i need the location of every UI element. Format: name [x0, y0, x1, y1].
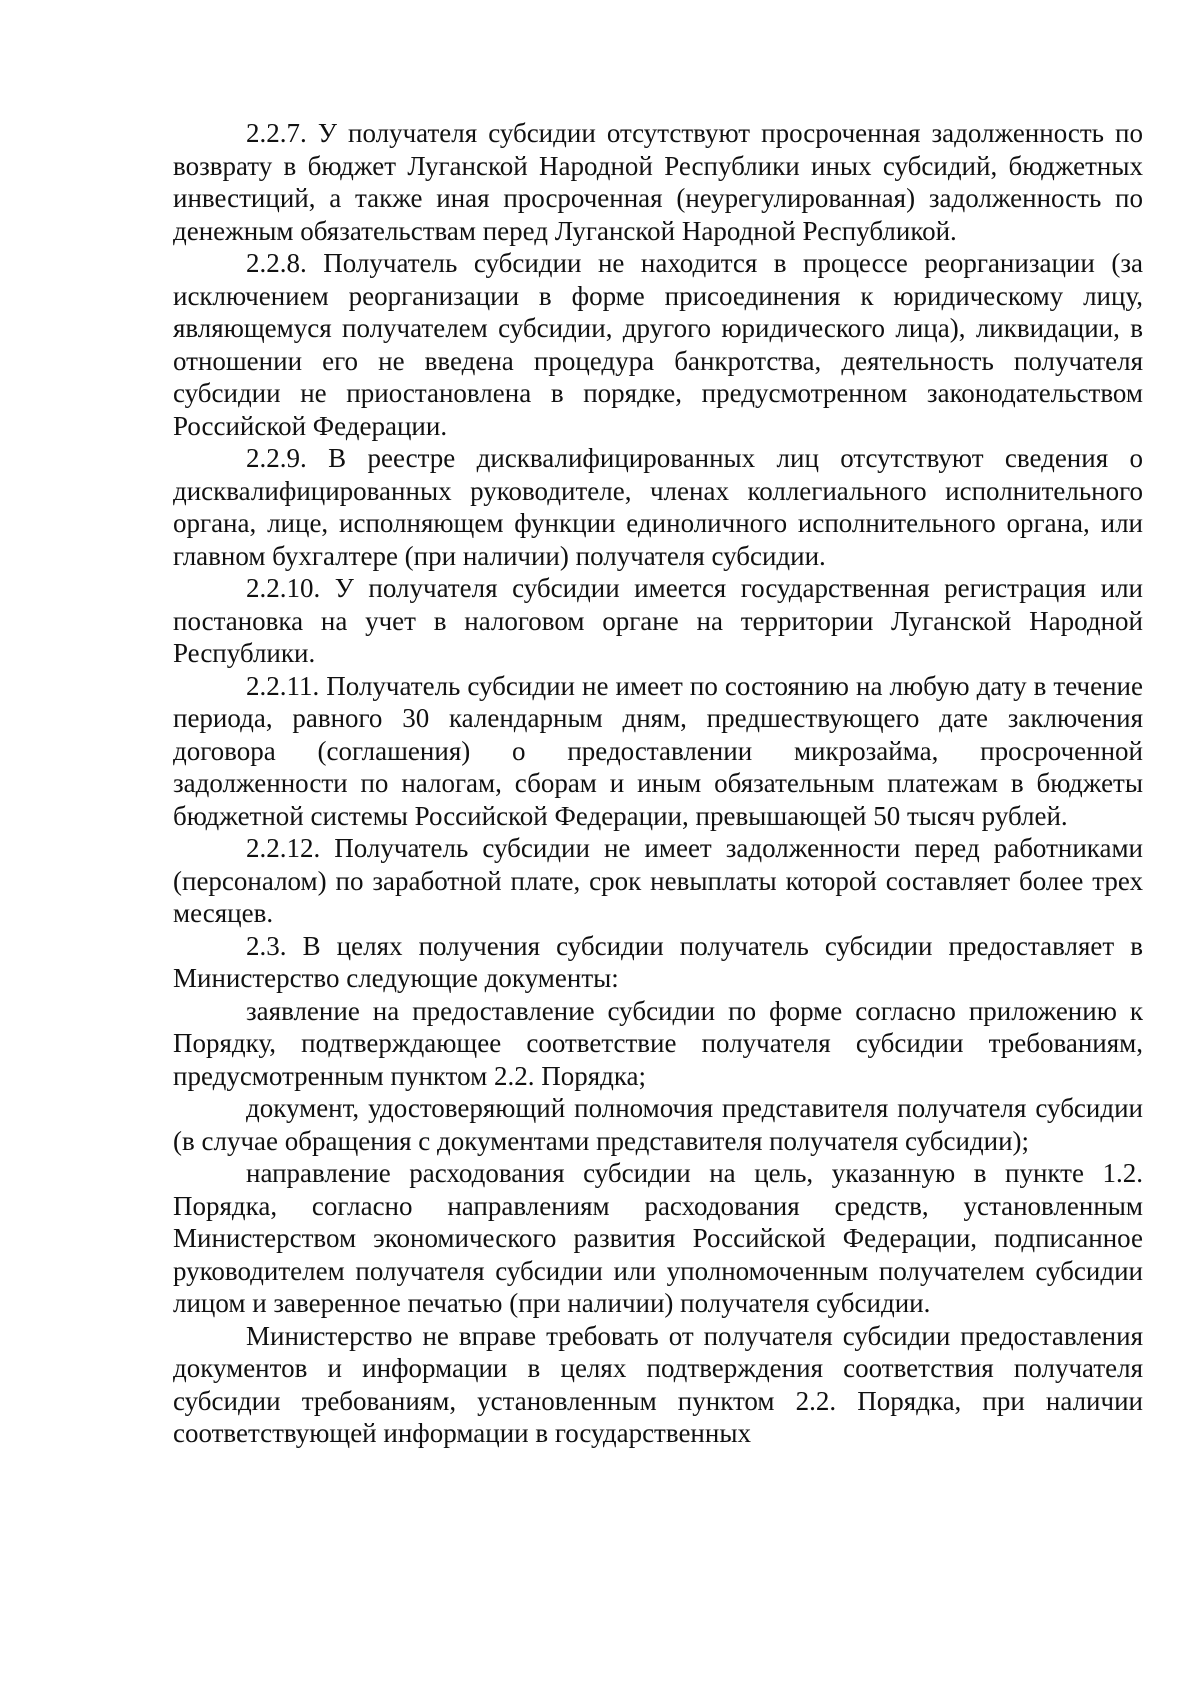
paragraph-2-2-12: 2.2.12. Получатель субсидии не имеет задолженности перед работниками (персоналом) по заработной плате, срок невыплаты которой составляет более трех месяцев.	[173, 833, 1143, 928]
paragraph-2-3: 2.3. В целях получения субсидии получатель субсидии предоставляет в Министерство следующие документы:	[173, 930, 1143, 993]
document-page	[173, 117, 1143, 1450]
paragraph-2-2-8: 2.2.8. Получатель субсидии не находится в процессе реорганизации (за исключением реорганизации в форме присоединения к юридическому лицу, являющемуся получателем субсидии, другого юридического лица), ликвидации, в отношении его не введена процедура банкротства, деятельность получателя субсидии не приостановлена в порядке, предусмотренном законодательством Российской Федерации.	[173, 248, 1143, 441]
paragraph-application-item: заявление на предоставление субсидии по форме согласно приложению к Порядку, подтверждающее соответствие получателя субсидии требованиям, предусмотренным пунктом 2.2. Порядка;	[173, 995, 1143, 1091]
paragraph-ministry-restriction: Министерство не вправе требовать от получателя субсидии предоставления документов и информации в целях подтверждения соответствия получателя субсидии требованиям, установленным пунктом 2.2. Порядка, при наличии соответствующей информации в государственных	[173, 1320, 1143, 1448]
paragraph-2-2-11: 2.2.11. Получатель субсидии не имеет по состоянию на любую дату в течение периода, равного 30 календарным дням, предшествующего дате заключения договора (соглашения) о предоставлении микрозайма, просроченной задолженности по налогам, сборам и иным обязательным платежам в бюджеты бюджетной системы Российской Федерации, превышающей 50 тысяч рублей.	[173, 670, 1143, 831]
paragraph-2-2-7: 2.2.7. У получателя субсидии отсутствуют просроченная задолженность по возврату в бюджет Луганской Народной Республики иных субсидий, бюджетных инвестиций, а также иная просроченная (неурегулированная) задолженность по денежным обязательствам перед Луганской Народной Республикой.	[173, 118, 1143, 246]
paragraph-authority-document-item: документ, удостоверяющий полномочия представителя получателя субсидии (в случае обращения с документами представителя получателя субсидии);	[173, 1093, 1143, 1156]
paragraph-spending-direction-item: направление расходования субсидии на цель, указанную в пункте 1.2. Порядка, согласно направлениям расходования средств, установленным Министерством экономического развития Российской Федерации, подписанное руководителем получателя субсидии или уполномоченным получателем субсидии лицом и заверенное печатью (при наличии) получателя субсидии.	[173, 1158, 1143, 1318]
paragraph-2-2-9: 2.2.9. В реестре дисквалифицированных лиц отсутствуют сведения о дисквалифицированных руководителе, членах коллегиального исполнительного органа, лице, исполняющем функции единоличного исполнительного органа, или главном бухгалтере (при наличии) получателя субсидии.	[173, 443, 1143, 571]
paragraph-2-2-10: 2.2.10. У получателя субсидии имеется государственная регистрация или постановка на учет в налоговом органе на территории Луганской Народной Республики.	[173, 573, 1143, 668]
